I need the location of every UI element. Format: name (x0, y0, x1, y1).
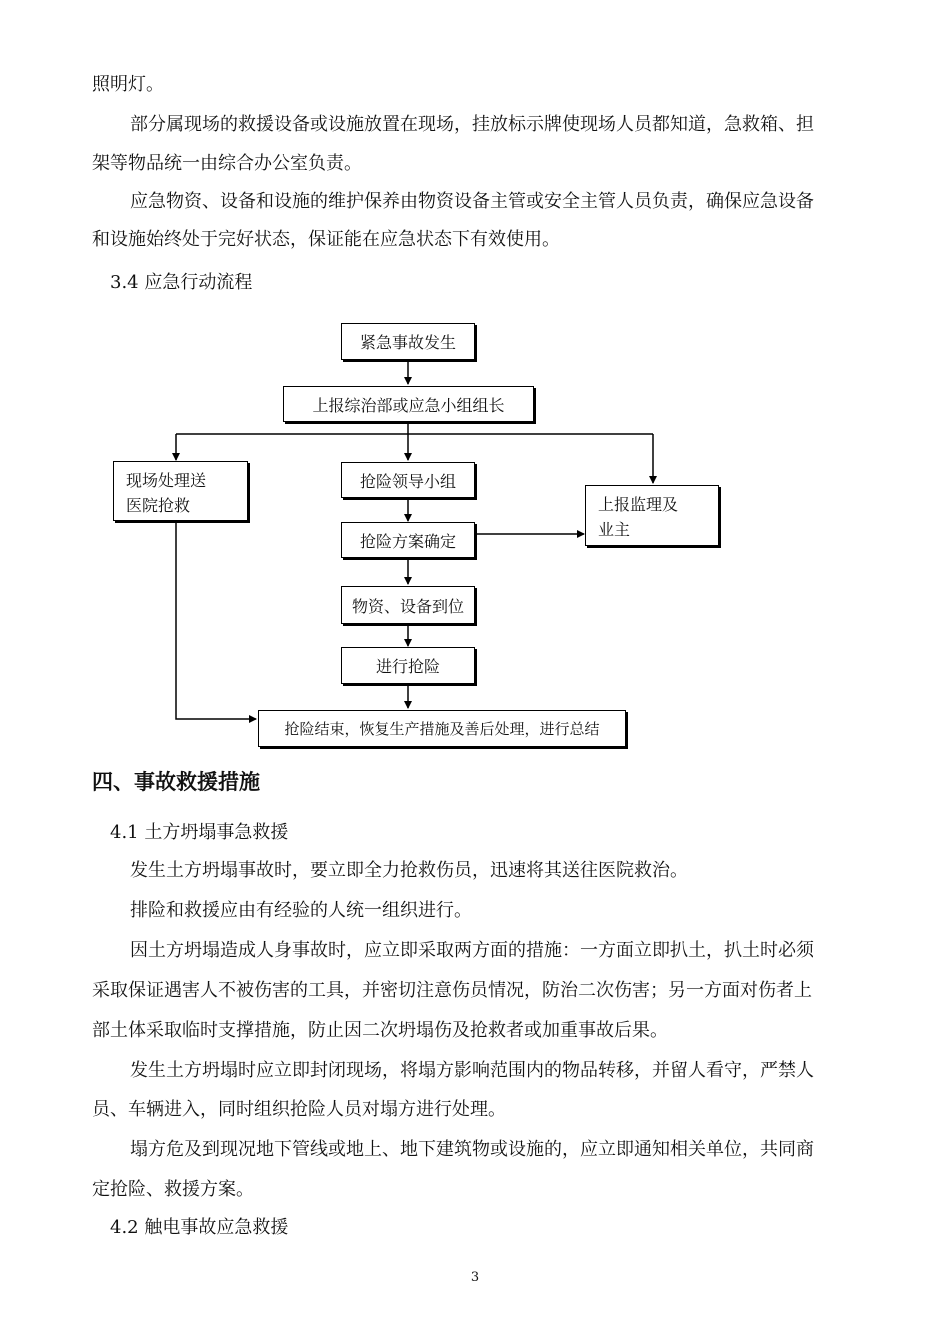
node-plan-confirmed: 抢险方案确定 (341, 522, 475, 558)
node-materials-ready: 物资、设备到位 (341, 586, 475, 624)
para-4-1-line-6: 发生土方坍塌时应立即封闭现场，将塌方影响范围内的物品转移，并留人看守，严禁人 (130, 1060, 814, 1081)
section-3-4-title: 3.4 应急行动流程 (110, 272, 253, 293)
node-report-supervisor: 上报监理及 业主 (585, 485, 719, 546)
para-4-1-line-9: 定抢险、救援方案。 (92, 1179, 254, 1200)
para-4-1-line-2: 排险和救援应由有经验的人统一组织进行。 (130, 900, 472, 921)
intro-line-3: 架等物品统一由综合办公室负责。 (92, 153, 362, 174)
node-rescue-complete: 抢险结束，恢复生产措施及善后处理，进行总结 (258, 710, 626, 747)
node-conduct-rescue: 进行抢险 (341, 647, 475, 684)
subsection-4-1-title: 4.1 土方坍塌事急救援 (110, 822, 289, 843)
arrow-n3-n9 (176, 521, 256, 719)
section-4-heading: 四、事故救援措施 (92, 770, 260, 794)
node-rescue-team: 抢险领导小组 (341, 462, 475, 498)
para-4-1-line-7: 员、车辆进入，同时组织抢险人员对塌方进行处理。 (92, 1099, 506, 1120)
page-number: 3 (470, 1270, 480, 1285)
para-4-1-line-5: 部土体采取临时支撑措施，防止因二次坍塌伤及抢救者或加重事故后果。 (92, 1020, 668, 1041)
intro-line-2: 部分属现场的救援设备或设施放置在现场，挂放标示牌使现场人员都知道，急救箱、担 (130, 114, 814, 135)
intro-line-4: 应急物资、设备和设施的维护保养由物资设备主管或安全主管人员负责，确保应急设备 (130, 191, 814, 212)
node-emergency-occurs: 紧急事故发生 (341, 323, 475, 360)
node-onsite-hospital: 现场处理送 医院抢救 (113, 461, 248, 521)
para-4-1-line-4: 采取保证遇害人不被伤害的工具，并密切注意伤员情况，防治二次伤害；另一方面对伤者上 (92, 980, 812, 1001)
subsection-4-2-title: 4.2 触电事故应急救援 (110, 1217, 289, 1238)
para-4-1-line-8: 塌方危及到现况地下管线或地上、地下建筑物或设施的，应立即通知相关单位，共同商 (130, 1139, 814, 1160)
node-report-leader: 上报综治部或应急小组组长 (283, 386, 534, 422)
intro-line-1: 照明灯。 (92, 74, 164, 95)
para-4-1-line-1: 发生土方坍塌事故时，要立即全力抢救伤员，迅速将其送往医院救治。 (130, 860, 688, 881)
para-4-1-line-3: 因土方坍塌造成人身事故时，应立即采取两方面的措施：一方面立即扒土，扒土时必须 (130, 940, 814, 961)
intro-line-5: 和设施始终处于完好状态，保证能在应急状态下有效使用。 (92, 229, 560, 250)
